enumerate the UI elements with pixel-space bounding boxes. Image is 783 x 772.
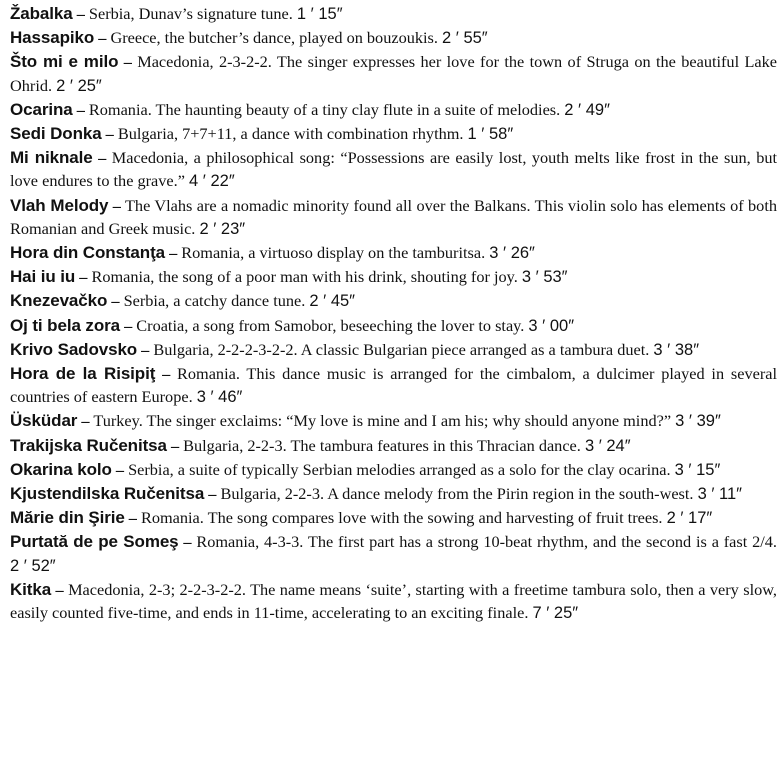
track-entry: Trakijska Ručenitsa – Bulgaria, 2-2-3. The tambura features in this Thracian dance. 3 ′ 24″ bbox=[10, 435, 631, 455]
track-description: Bulgaria, 2-2-3. A dance melody from the Pirin region in the south-west. bbox=[220, 484, 694, 504]
track-description: Bulgaria, 2-2-3. The tambura features in this Thracian dance. bbox=[183, 435, 581, 455]
track-entry: Žabalka – Serbia, Dunav’s signature tune. 1 ′ 15″ bbox=[10, 4, 343, 23]
track-title: Hassapiko bbox=[10, 28, 95, 48]
track-duration: 1 ′ 58″ bbox=[467, 125, 514, 144]
track-title: Vlah Melody bbox=[10, 195, 109, 215]
track-description: Serbia, a suite of typically Serbian melodies arranged as a solo for the clay ocarina. bbox=[128, 459, 671, 479]
track-entry: Üsküdar – Turkey. The singer exclaims: “My love is mine and I am his; why should anyone mind?” 3 ′ 39″ bbox=[10, 411, 721, 431]
track-duration: 2 ′ 45″ bbox=[309, 292, 356, 311]
track-title: Purtată de pe Someş bbox=[10, 532, 179, 552]
track-entry: Što mi e milo – Macedonia, 2-3-2-2. The singer expresses her love for the town of Struga on the beautiful Lake Ohrid. 2 ′ 25″ bbox=[10, 52, 777, 95]
track-duration: 3 ′ 38″ bbox=[653, 340, 700, 359]
track-title: Hora din Constanţa bbox=[10, 243, 165, 263]
track-description: Bulgaria, 2-2-2-3-2-2. A classic Bulgarian piece arranged as a tambura duet. bbox=[153, 339, 650, 359]
track-duration: 3 ′ 24″ bbox=[584, 436, 631, 455]
track-title: Oj ti bela zora bbox=[10, 315, 120, 335]
track-entry: Krivo Sadovsko – Bulgaria, 2-2-2-3-2-2. A classic Bulgarian piece arranged as a tambura duet. 3 ′ 38″ bbox=[10, 339, 700, 359]
track-description: Romania, 4-3-3. The first part has a strong 10-beat rhythm, and the second is a fast 2/4. bbox=[196, 532, 777, 552]
track-entry: Oj ti bela zora – Croatia, a song from Samobor, beseeching the lover to stay. 3 ′ 00″ bbox=[10, 315, 575, 335]
track-duration: 2 ′ 25″ bbox=[56, 76, 102, 95]
track-title: Što mi e milo bbox=[10, 52, 119, 72]
track-entry: Vlah Melody – The Vlahs are a nomadic minority found all over the Balkans. This violin solo has elements of both Romanian and Greek music. 2 ′ 23″ bbox=[10, 195, 777, 238]
track-duration: 3 ′ 46″ bbox=[196, 388, 243, 407]
track-entry: Hai iu iu – Romania, the song of a poor man with his drink, shouting for joy. 3 ′ 53″ bbox=[10, 267, 568, 287]
track-description: Romania, a virtuoso display on the tamburitsa. bbox=[181, 243, 486, 263]
track-entry: Hassapiko – Greece, the butcher’s dance, played on bouzoukis. 2 ′ 55″ bbox=[10, 28, 488, 48]
track-description: Serbia, Dunav’s signature tune. bbox=[88, 4, 293, 23]
track-description: Romania. The song compares love with the sowing and harvesting of fruit trees. bbox=[141, 508, 663, 528]
track-duration: 1 ′ 15″ bbox=[296, 5, 343, 23]
track-title: Mi niknale bbox=[10, 148, 93, 168]
track-title: Kitka bbox=[10, 579, 52, 599]
track-title: Okarina kolo bbox=[10, 459, 112, 479]
track-duration: 2 ′ 23″ bbox=[199, 219, 246, 238]
track-description: Romania, the song of a poor man with his drink, shouting for joy. bbox=[91, 267, 518, 287]
track-title: Trakijska Ručenitsa bbox=[10, 435, 167, 455]
track-duration: 2 ′ 17″ bbox=[666, 509, 713, 528]
track-title: Ocarina bbox=[10, 99, 73, 119]
track-duration: 3 ′ 15″ bbox=[674, 460, 721, 479]
track-title: Žabalka bbox=[10, 4, 73, 23]
track-entry: Mi niknale – Macedonia, a philosophical song: “Possessions are easily lost, youth melts like frost in the sun, but love endures to the grave.” 4 ′ 22″ bbox=[10, 148, 777, 191]
track-title: Hora de la Risipiţ bbox=[10, 364, 156, 384]
track-duration: 4 ′ 22″ bbox=[189, 172, 235, 191]
track-entry: Kitka – Macedonia, 2-3; 2-2-3-2-2. The name means ‘suite’, starting with a freetime tambura solo, then a very slow, easily counted five-time, and ends in 11-time, accelerating to an exciting finale. 7 ′ 25″ bbox=[10, 579, 778, 623]
track-duration: 3 ′ 00″ bbox=[528, 316, 575, 335]
track-title: Sedi Donka bbox=[10, 124, 102, 144]
track-entry: Okarina kolo – Serbia, a suite of typically Serbian melodies arranged as a solo for the clay ocarina. 3 ′ 15″ bbox=[10, 459, 721, 479]
track-description: Romania. This dance music is arranged for the cimbalom, a dulcimer played in several countries of eastern Europe. bbox=[10, 364, 777, 407]
track-title: Üsküdar bbox=[10, 411, 78, 431]
track-duration: 3 ′ 53″ bbox=[521, 268, 568, 287]
track-title: Hai iu iu bbox=[10, 267, 76, 287]
track-title: Krivo Sadovsko bbox=[10, 339, 138, 359]
track-duration: 2 ′ 52″ bbox=[10, 556, 56, 575]
track-entry: Kjustendilska Ručenitsa – Bulgaria, 2-2-3. A dance melody from the Pirin region in the south-west. 3 ′ 11″ bbox=[10, 484, 742, 504]
track-duration: 3 ′ 39″ bbox=[675, 412, 721, 431]
track-duration: 2 ′ 55″ bbox=[442, 29, 488, 48]
track-title: Mărie din Şirie bbox=[10, 508, 125, 528]
track-description: Greece, the butcher’s dance, played on bouzoukis. bbox=[110, 28, 438, 48]
track-entry: Ocarina – Romania. The haunting beauty of a tiny clay flute in a suite of melodies. 2 ′ 49″ bbox=[10, 99, 610, 119]
track-entry: Purtată de pe Someş – Romania, 4-3-3. The first part has a strong 10-beat rhythm, and the second is a fast 2/4. 2 ′ 52″ bbox=[10, 532, 777, 575]
track-description: Macedonia, 2-3; 2-2-3-2-2. The name means ‘suite’, starting with a freetime tambura solo, then a very slow, easily counted five-time, and ends in 11-time, accelerating to an exciting finale. bbox=[10, 579, 778, 623]
track-entry: Sedi Donka – Bulgaria, 7+7+11, a dance with combination rhythm. 1 ′ 58″ bbox=[10, 124, 514, 144]
track-description: Macedonia, 2-3-2-2. The singer expresses her love for the town of Struga on the beautiful Lake Ohrid. bbox=[10, 52, 777, 95]
track-entry: Knezevačko – Serbia, a catchy dance tune. 2 ′ 45″ bbox=[10, 291, 356, 311]
track-description: The Vlahs are a nomadic minority found all over the Balkans. This violin solo has elements of both Romanian and Greek music. bbox=[10, 195, 777, 238]
track-description: Croatia, a song from Samobor, beseeching the lover to stay. bbox=[136, 315, 525, 335]
track-description: Serbia, a catchy dance tune. bbox=[123, 291, 306, 311]
track-entry: Hora de la Risipiţ – Romania. This dance music is arranged for the cimbalom, a dulcimer played in several countries of eastern Europe. 3 ′ 46″ bbox=[10, 364, 777, 407]
track-entry: Hora din Constanţa – Romania, a virtuoso display on the tamburitsa. 3 ′ 26″ bbox=[10, 243, 535, 263]
track-description: Macedonia, a philosophical song: “Possessions are easily lost, youth melts like frost in the sun, but love endures to the grave.” bbox=[10, 148, 777, 191]
track-title: Kjustendilska Ručenitsa bbox=[10, 484, 205, 504]
track-description: Turkey. The singer exclaims: “My love is mine and I am his; why should anyone mind?” bbox=[93, 411, 672, 431]
track-duration: 2 ′ 49″ bbox=[564, 100, 610, 119]
track-description: Romania. The haunting beauty of a tiny clay flute in a suite of melodies. bbox=[88, 99, 561, 119]
track-description: Bulgaria, 7+7+11, a dance with combination rhythm. bbox=[117, 124, 464, 144]
track-duration: 3 ′ 26″ bbox=[489, 244, 535, 263]
track-duration: 7 ′ 25″ bbox=[532, 604, 579, 623]
track-duration: 3 ′ 11″ bbox=[697, 485, 742, 504]
track-title: Knezevačko bbox=[10, 291, 108, 311]
track-entry: Mărie din Şirie – Romania. The song compares love with the sowing and harvesting of fruit trees. 2 ′ 17″ bbox=[10, 508, 713, 528]
